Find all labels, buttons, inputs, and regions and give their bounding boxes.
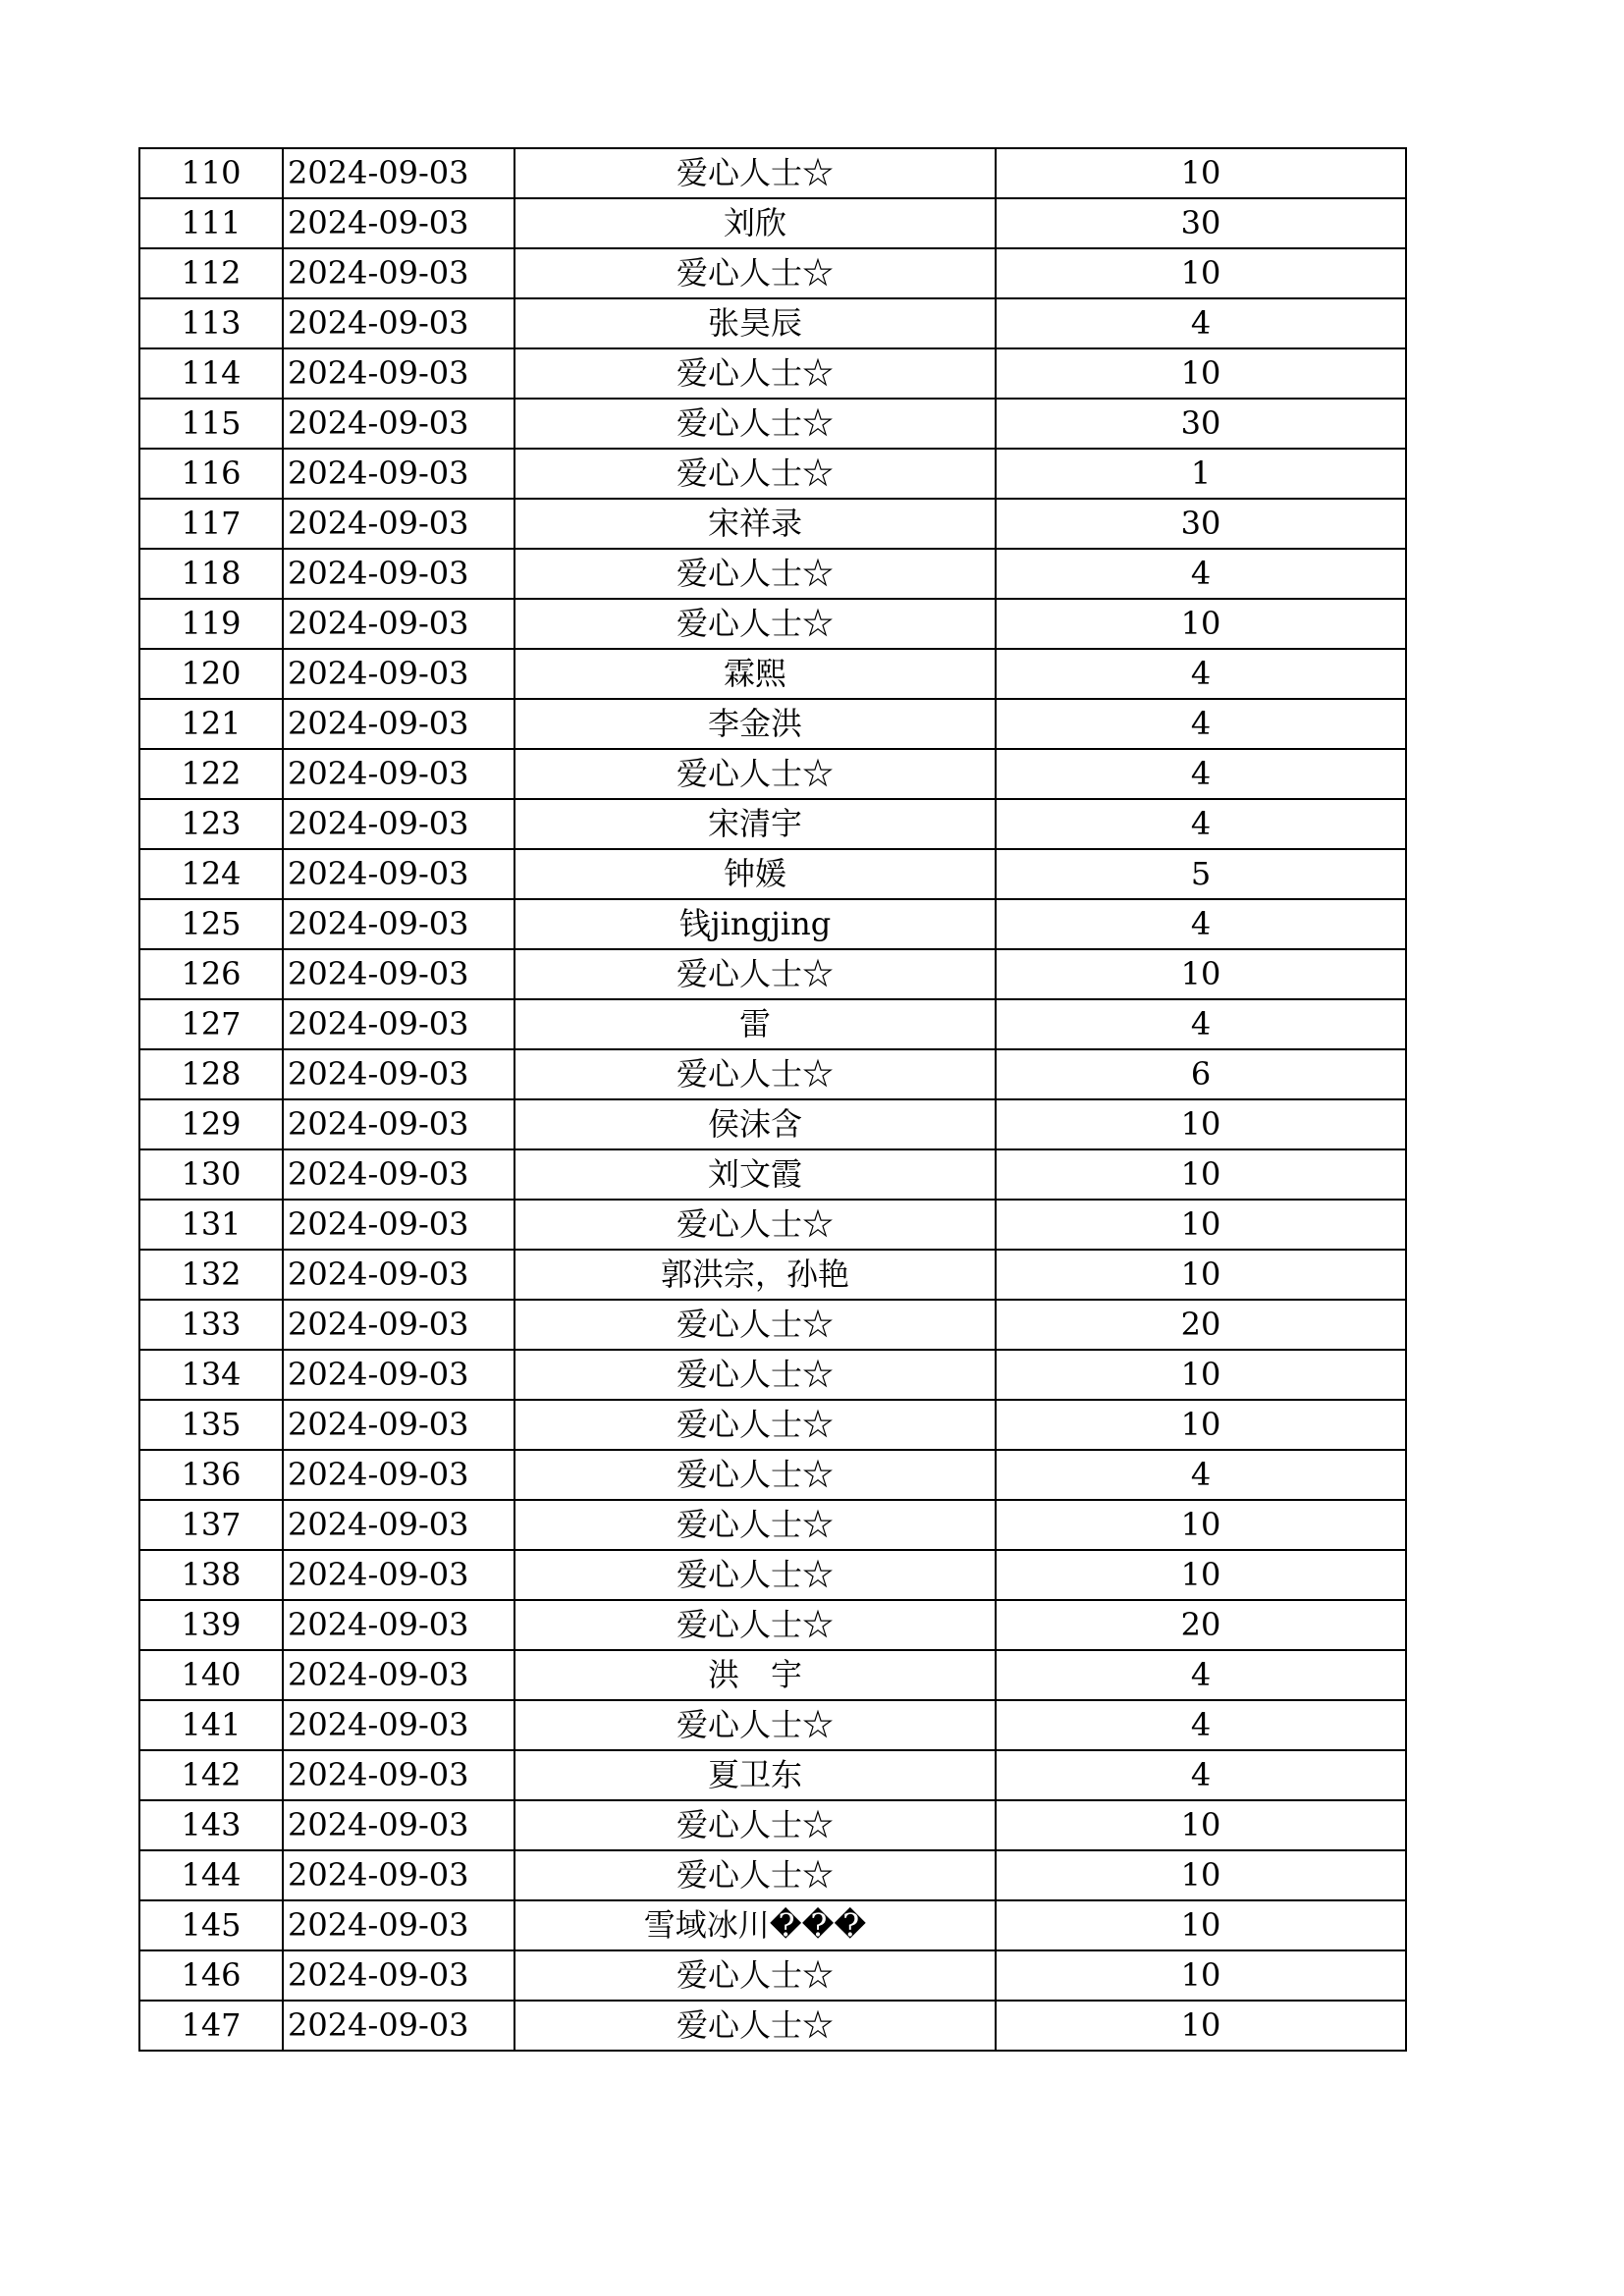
donor-name-cell: 爱心人士☆ [514,248,996,298]
donor-name-cell: 郭洪宗，孙艳 [514,1250,996,1300]
table-row [139,1099,1406,1149]
amount-cell: 10 [996,1800,1406,1850]
date-cell: 2024-09-03 [283,298,514,348]
date-cell: 2024-09-03 [283,1750,514,1800]
row-number-cell: 120 [139,649,283,699]
row-number-cell: 113 [139,298,283,348]
row-number-cell: 122 [139,749,283,799]
row-number-cell: 131 [139,1200,283,1250]
donor-name-cell: 爱心人士☆ [514,1400,996,1450]
date-cell: 2024-09-03 [283,148,514,198]
date-cell: 2024-09-03 [283,1600,514,1650]
amount-cell: 4 [996,1650,1406,1700]
amount-cell: 4 [996,1750,1406,1800]
row-number-cell: 137 [139,1500,283,1550]
donation-table [138,147,1407,2052]
donor-name-cell: 钟媛 [514,849,996,899]
row-number-cell: 116 [139,449,283,499]
amount-cell: 10 [996,599,1406,649]
date-cell: 2024-09-03 [283,1650,514,1700]
donor-name-cell: 爱心人士☆ [514,148,996,198]
table-row [139,1600,1406,1650]
row-number-cell: 124 [139,849,283,899]
donor-name-cell: 雷 [514,999,996,1049]
date-cell: 2024-09-03 [283,499,514,549]
date-cell: 2024-09-03 [283,1950,514,2001]
row-number-cell: 142 [139,1750,283,1800]
date-cell: 2024-09-03 [283,1300,514,1350]
donor-name-cell: 爱心人士☆ [514,1950,996,2001]
date-cell: 2024-09-03 [283,1850,514,1900]
table-row [139,399,1406,449]
amount-cell: 30 [996,198,1406,248]
table-row [139,1850,1406,1900]
table-row [139,1950,1406,2001]
row-number-cell: 119 [139,599,283,649]
table-row [139,699,1406,749]
table-row [139,649,1406,699]
donor-name-cell: 爱心人士☆ [514,1700,996,1750]
amount-cell: 5 [996,849,1406,899]
row-number-cell: 127 [139,999,283,1049]
donor-name-cell: 爱心人士☆ [514,1450,996,1500]
amount-cell: 10 [996,1950,1406,2001]
donor-name-cell: 李金洪 [514,699,996,749]
donor-name-cell: 张昊辰 [514,298,996,348]
donor-name-cell: 爱心人士☆ [514,599,996,649]
amount-cell: 10 [996,1200,1406,1250]
date-cell: 2024-09-03 [283,1350,514,1400]
amount-cell: 4 [996,799,1406,849]
table-row [139,899,1406,949]
row-number-cell: 118 [139,549,283,599]
donor-name-cell: 爱心人士☆ [514,1500,996,1550]
date-cell: 2024-09-03 [283,1400,514,1450]
donor-name-cell: 钱jingjing [514,899,996,949]
amount-cell: 10 [996,1900,1406,1950]
table-row [139,599,1406,649]
date-cell: 2024-09-03 [283,248,514,298]
date-cell: 2024-09-03 [283,1450,514,1500]
amount-cell: 10 [996,1099,1406,1149]
table-row [139,999,1406,1049]
donor-name-cell: 爱心人士☆ [514,399,996,449]
amount-cell: 10 [996,348,1406,399]
date-cell: 2024-09-03 [283,1800,514,1850]
donor-name-cell: 爱心人士☆ [514,1600,996,1650]
date-cell: 2024-09-03 [283,1700,514,1750]
table-row [139,949,1406,999]
donor-name-cell: 夏卫东 [514,1750,996,1800]
date-cell: 2024-09-03 [283,1149,514,1200]
row-number-cell: 128 [139,1049,283,1099]
table-row [139,749,1406,799]
table-row [139,1450,1406,1500]
amount-cell: 20 [996,1600,1406,1650]
table-row [139,248,1406,298]
donor-name-cell: 爱心人士☆ [514,2001,996,2051]
donor-name-cell: 爱心人士☆ [514,1350,996,1400]
table-row [139,799,1406,849]
donor-name-cell: 爱心人士☆ [514,1200,996,1250]
amount-cell: 10 [996,1850,1406,1900]
amount-cell: 30 [996,499,1406,549]
table-row [139,1350,1406,1400]
date-cell: 2024-09-03 [283,348,514,399]
row-number-cell: 134 [139,1350,283,1400]
table-row [139,849,1406,899]
table-row [139,1800,1406,1850]
donor-name-cell: 爱心人士☆ [514,449,996,499]
donor-name-cell: 爱心人士☆ [514,1800,996,1850]
amount-cell: 30 [996,399,1406,449]
table-row [139,1400,1406,1450]
donor-name-cell: 爱心人士☆ [514,1850,996,1900]
date-cell: 2024-09-03 [283,1900,514,1950]
amount-cell: 10 [996,1350,1406,1400]
amount-cell: 10 [996,949,1406,999]
row-number-cell: 143 [139,1800,283,1850]
date-cell: 2024-09-03 [283,899,514,949]
row-number-cell: 139 [139,1600,283,1650]
table-row [139,499,1406,549]
donor-name-cell: 爱心人士☆ [514,749,996,799]
date-cell: 2024-09-03 [283,198,514,248]
amount-cell: 10 [996,2001,1406,2051]
row-number-cell: 138 [139,1550,283,1600]
donor-name-cell: 宋祥录 [514,499,996,549]
row-number-cell: 144 [139,1850,283,1900]
table-row [139,348,1406,399]
amount-cell: 4 [996,749,1406,799]
date-cell: 2024-09-03 [283,1099,514,1149]
table-row [139,1049,1406,1099]
date-cell: 2024-09-03 [283,449,514,499]
donor-name-cell: 爱心人士☆ [514,348,996,399]
date-cell: 2024-09-03 [283,1550,514,1600]
row-number-cell: 123 [139,799,283,849]
donation-table-body [139,148,1406,2051]
date-cell: 2024-09-03 [283,999,514,1049]
date-cell: 2024-09-03 [283,2001,514,2051]
table-row [139,1900,1406,1950]
date-cell: 2024-09-03 [283,549,514,599]
row-number-cell: 141 [139,1700,283,1750]
amount-cell: 4 [996,298,1406,348]
date-cell: 2024-09-03 [283,1500,514,1550]
row-number-cell: 111 [139,198,283,248]
table-row [139,1550,1406,1600]
table-row [139,1149,1406,1200]
row-number-cell: 145 [139,1900,283,1950]
table-row [139,1500,1406,1550]
table-row [139,2001,1406,2051]
donor-name-cell: 爱心人士☆ [514,1550,996,1600]
donor-name-cell: 爱心人士☆ [514,1300,996,1350]
table-row [139,1700,1406,1750]
amount-cell: 4 [996,999,1406,1049]
date-cell: 2024-09-03 [283,949,514,999]
date-cell: 2024-09-03 [283,1049,514,1099]
row-number-cell: 115 [139,399,283,449]
row-number-cell: 130 [139,1149,283,1200]
row-number-cell: 147 [139,2001,283,2051]
row-number-cell: 133 [139,1300,283,1350]
table-row [139,1750,1406,1800]
table-row [139,1250,1406,1300]
donor-name-cell: 刘文霞 [514,1149,996,1200]
row-number-cell: 125 [139,899,283,949]
amount-cell: 10 [996,1500,1406,1550]
donor-name-cell: 爱心人士☆ [514,1049,996,1099]
donor-name-cell: 洪 宇 [514,1650,996,1700]
date-cell: 2024-09-03 [283,649,514,699]
row-number-cell: 114 [139,348,283,399]
row-number-cell: 140 [139,1650,283,1700]
table-row [139,549,1406,599]
donor-name-cell: 爱心人士☆ [514,549,996,599]
date-cell: 2024-09-03 [283,699,514,749]
donor-name-cell: 刘欣 [514,198,996,248]
table-row [139,148,1406,198]
amount-cell: 4 [996,1450,1406,1500]
donor-name-cell: 雪域冰川��� [514,1900,996,1950]
table-row [139,449,1406,499]
table-row [139,1200,1406,1250]
donor-name-cell: 侯沫含 [514,1099,996,1149]
amount-cell: 4 [996,899,1406,949]
date-cell: 2024-09-03 [283,599,514,649]
donor-name-cell: 霖熙 [514,649,996,699]
amount-cell: 4 [996,699,1406,749]
amount-cell: 6 [996,1049,1406,1099]
date-cell: 2024-09-03 [283,1250,514,1300]
table-row [139,298,1406,348]
amount-cell: 4 [996,1700,1406,1750]
amount-cell: 4 [996,649,1406,699]
amount-cell: 10 [996,1149,1406,1200]
row-number-cell: 121 [139,699,283,749]
amount-cell: 20 [996,1300,1406,1350]
row-number-cell: 126 [139,949,283,999]
amount-cell: 10 [996,1250,1406,1300]
row-number-cell: 136 [139,1450,283,1500]
row-number-cell: 117 [139,499,283,549]
date-cell: 2024-09-03 [283,799,514,849]
amount-cell: 10 [996,148,1406,198]
date-cell: 2024-09-03 [283,399,514,449]
row-number-cell: 135 [139,1400,283,1450]
date-cell: 2024-09-03 [283,1200,514,1250]
date-cell: 2024-09-03 [283,849,514,899]
donor-name-cell: 宋清宇 [514,799,996,849]
date-cell: 2024-09-03 [283,749,514,799]
amount-cell: 10 [996,1550,1406,1600]
amount-cell: 10 [996,1400,1406,1450]
row-number-cell: 129 [139,1099,283,1149]
table-row [139,1650,1406,1700]
row-number-cell: 146 [139,1950,283,2001]
row-number-cell: 132 [139,1250,283,1300]
table-row [139,1300,1406,1350]
amount-cell: 4 [996,549,1406,599]
row-number-cell: 110 [139,148,283,198]
donor-name-cell: 爱心人士☆ [514,949,996,999]
table-row [139,198,1406,248]
row-number-cell: 112 [139,248,283,298]
amount-cell: 1 [996,449,1406,499]
amount-cell: 10 [996,248,1406,298]
